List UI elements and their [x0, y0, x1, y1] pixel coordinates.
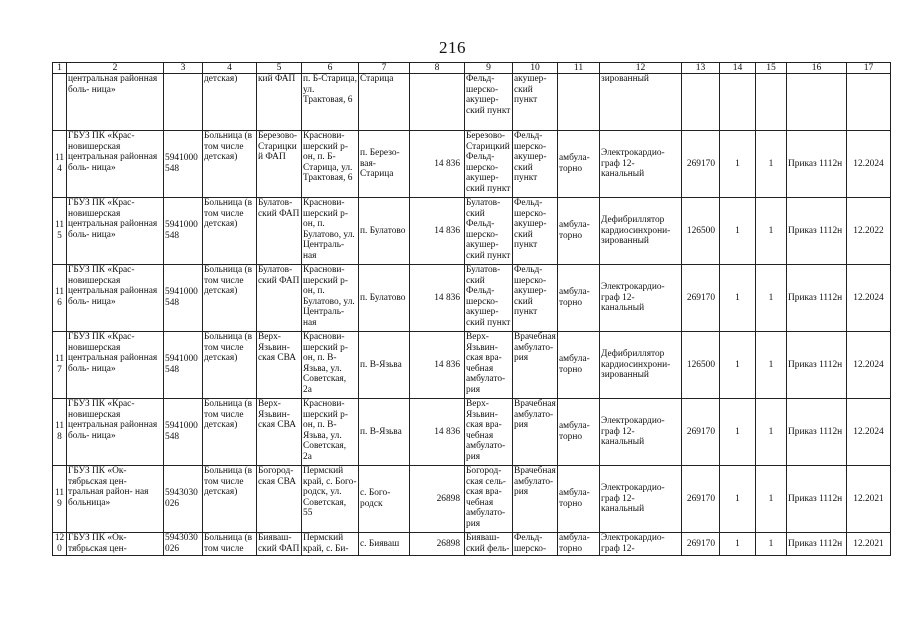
price-cell: 269170 — [682, 466, 720, 533]
header-cell: 17 — [847, 63, 891, 74]
inn-cell: 5943030 026 — [164, 533, 203, 556]
unit-kind-cell: Фельд- шерско- — [513, 533, 558, 556]
header-cell: 5 — [257, 63, 302, 74]
row-number-cell: 115 — [53, 198, 67, 265]
settlement-cell: с. Бияваш — [359, 533, 410, 556]
equipment-cell: Электрокардио- граф 12- канальный — [600, 399, 682, 466]
address-cell: Краснови- шерский р-он, п. Булатово, ул. Централь- ная — [302, 265, 359, 332]
institution-type-cell: Больница (в том числе детская) — [203, 466, 257, 533]
organization-cell: ГБУЗ ПК «Крас- новишерская центральная районная боль- ница» — [67, 399, 164, 466]
header-cell: 3 — [164, 63, 203, 74]
unit-full-name-cell: Богород- ская сель- ская вра- чебная амбулато- рия — [465, 466, 513, 533]
care-mode-cell: амбула- торно — [558, 332, 600, 399]
table-row — [53, 466, 891, 533]
row-number-cell: 118 — [53, 399, 67, 466]
quantity-cell — [720, 74, 756, 131]
settlement-cell: п. Булатово — [359, 265, 410, 332]
equipment-cell: зированный — [600, 74, 682, 131]
table-row — [53, 332, 891, 399]
institution-type-cell: Больница (в том числе детская) — [203, 399, 257, 466]
inn-cell — [164, 74, 203, 131]
header-cell: 7 — [359, 63, 410, 74]
quantity-needed-cell: 1 — [756, 533, 787, 556]
organization-cell: ГБУЗ ПК «Крас- новишерская центральная районная боль- ница» — [67, 332, 164, 399]
deadline-cell — [847, 74, 891, 131]
unit-kind-cell: Врачебная амбулато- рия — [513, 332, 558, 399]
price-cell: 126500 — [682, 198, 720, 265]
population-cell: 14 836 — [410, 265, 465, 332]
organization-cell: ГБУЗ ПК «Крас- новишерская центральная районная боль- ница» — [67, 198, 164, 265]
quantity-cell: 1 — [720, 332, 756, 399]
care-mode-cell — [558, 74, 600, 131]
quantity-needed-cell: 1 — [756, 466, 787, 533]
unit-full-name-cell: Бияваш- ский фель- — [465, 533, 513, 556]
unit-full-name-cell: Березово- Старицкий Фельд- шерско- акушер- ский пункт — [465, 131, 513, 198]
organization-cell: ГБУЗ ПК «Крас- новишерская центральная районная боль- ница» — [67, 265, 164, 332]
institution-type-cell: Больница (в том числе детская) — [203, 131, 257, 198]
population-cell: 14 836 — [410, 332, 465, 399]
quantity-cell: 1 — [720, 399, 756, 466]
institution-type-cell: Больница (в том числе детская) — [203, 198, 257, 265]
price-cell — [682, 74, 720, 131]
order-cell: Приказ 1112н — [787, 399, 847, 466]
unit-full-name-cell: Верх- Язьвин- ская вра- чебная амбулато- рия — [465, 399, 513, 466]
institution-type-cell: детская) — [203, 74, 257, 131]
row-number-cell: 116 — [53, 265, 67, 332]
deadline-cell: 12.2024 — [847, 265, 891, 332]
care-mode-cell: амбула- торно — [558, 533, 600, 556]
deadline-cell: 12.2021 — [847, 533, 891, 556]
row-number-cell: 119 — [53, 466, 67, 533]
organization-cell: центральная районная боль- ница» — [67, 74, 164, 131]
header-cell: 12 — [600, 63, 682, 74]
inn-cell: 5943030 026 — [164, 466, 203, 533]
price-cell: 269170 — [682, 131, 720, 198]
care-mode-cell: амбула- торно — [558, 198, 600, 265]
organization-cell: ГБУЗ ПК «Ок- тябрьская цен- тральная район- ная больница» — [67, 466, 164, 533]
header-cell: 14 — [720, 63, 756, 74]
equipment-cell: Электрокардио- граф 12- канальный — [600, 466, 682, 533]
order-cell: Приказ 1112н — [787, 466, 847, 533]
row-number-cell: 117 — [53, 332, 67, 399]
header-cell: 13 — [682, 63, 720, 74]
deadline-cell: 12.2024 — [847, 131, 891, 198]
table-body — [53, 63, 891, 556]
equipment-cell: Электрокардио- граф 12- — [600, 533, 682, 556]
price-cell: 126500 — [682, 332, 720, 399]
table-row — [53, 198, 891, 265]
page-number: 216 — [439, 38, 466, 57]
address-cell: Краснови- шерский р-он, п. Булатово, ул. Централь- ная — [302, 198, 359, 265]
header-cell: 8 — [410, 63, 465, 74]
address-cell: Краснови- шерский р-он, п. Б-Старица, ул. Трактовая, 6 — [302, 131, 359, 198]
institution-type-cell: Больница (в том числе — [203, 533, 257, 556]
inn-cell: 5941000 548 — [164, 131, 203, 198]
row-number-cell — [53, 74, 67, 131]
inn-cell: 5941000 548 — [164, 332, 203, 399]
settlement-cell: с. Бого- родск — [359, 466, 410, 533]
quantity-cell: 1 — [720, 533, 756, 556]
order-cell: Приказ 1112н — [787, 265, 847, 332]
quantity-needed-cell: 1 — [756, 131, 787, 198]
order-cell: Приказ 1112н — [787, 533, 847, 556]
organization-cell: ГБУЗ ПК «Ок- тябрьская цен- — [67, 533, 164, 556]
care-mode-cell: амбула- торно — [558, 466, 600, 533]
deadline-cell: 12.2021 — [847, 466, 891, 533]
order-cell — [787, 74, 847, 131]
price-cell: 269170 — [682, 265, 720, 332]
table-row — [53, 265, 891, 332]
quantity-cell: 1 — [720, 466, 756, 533]
header-cell: 10 — [513, 63, 558, 74]
row-number-cell: 120 — [53, 533, 67, 556]
quantity-cell: 1 — [720, 131, 756, 198]
quantity-needed-cell: 1 — [756, 332, 787, 399]
row-number-cell: 114 — [53, 131, 67, 198]
deadline-cell: 12.2022 — [847, 198, 891, 265]
unit-full-name-cell: Верх- Язьвин- ская вра- чебная амбулато- рия — [465, 332, 513, 399]
address-cell: Пермский край, с. Бого- родск, ул. Советская, 55 — [302, 466, 359, 533]
header-cell: 16 — [787, 63, 847, 74]
settlement-cell: Старица — [359, 74, 410, 131]
settlement-cell: п. Березо- вая- Старица — [359, 131, 410, 198]
address-cell: п. Б-Старица, ул. Трактовая, 6 — [302, 74, 359, 131]
unit-full-name-cell: Булатов- ский Фельд- шерско- акушер- ский пункт — [465, 198, 513, 265]
equipment-cell: Дефибриллятор кардиосинхрони- зированный — [600, 198, 682, 265]
population-cell: 26898 — [410, 466, 465, 533]
order-cell: Приказ 1112н — [787, 198, 847, 265]
unit-kind-cell: акушер- ский пункт — [513, 74, 558, 131]
population-cell: 14 836 — [410, 198, 465, 265]
unit-full-name-cell: Фельд- шерско- акушер- ский пункт — [465, 74, 513, 131]
organization-cell: ГБУЗ ПК «Крас- новишерская центральная районная боль- ница» — [67, 131, 164, 198]
header-cell: 15 — [756, 63, 787, 74]
care-mode-cell: амбула- торно — [558, 265, 600, 332]
price-cell: 269170 — [682, 399, 720, 466]
unit-name-cell: Верх- Язьвин- ская СВА — [257, 399, 302, 466]
order-cell: Приказ 1112н — [787, 131, 847, 198]
unit-kind-cell: Фельд- шерско- акушер- ский пункт — [513, 131, 558, 198]
equipment-cell: Электрокардио- граф 12- канальный — [600, 131, 682, 198]
care-mode-cell: амбула- торно — [558, 399, 600, 466]
settlement-cell: п. Булатово — [359, 198, 410, 265]
header-cell: 1 — [53, 63, 67, 74]
unit-name-cell: Березово- Старицкий ФАП — [257, 131, 302, 198]
settlement-cell: п. В-Язьва — [359, 399, 410, 466]
unit-name-cell: Богород- ская СВА — [257, 466, 302, 533]
equipment-cell: Дефибриллятор кардиосинхрони- зированный — [600, 332, 682, 399]
population-cell: 26898 — [410, 533, 465, 556]
quantity-needed-cell: 1 — [756, 265, 787, 332]
price-cell: 269170 — [682, 533, 720, 556]
quantity-needed-cell: 1 — [756, 399, 787, 466]
header-cell: 4 — [203, 63, 257, 74]
unit-name-cell: Булатов- ский ФАП — [257, 198, 302, 265]
unit-kind-cell: Врачебная амбулато- рия — [513, 399, 558, 466]
quantity-cell: 1 — [720, 265, 756, 332]
unit-kind-cell: Фельд- шерско- акушер- ский пункт — [513, 265, 558, 332]
header-cell: 11 — [558, 63, 600, 74]
unit-kind-cell: Фельд- шерско- акушер- ский пункт — [513, 198, 558, 265]
deadline-cell: 12.2024 — [847, 399, 891, 466]
population-cell: 14 836 — [410, 131, 465, 198]
inn-cell: 5941000 548 — [164, 198, 203, 265]
address-cell: Краснови- шерский р-он, п. В-Язьва, ул. Советская, 2а — [302, 332, 359, 399]
address-cell: Краснови- шерский р-он, п. В-Язьва, ул. Советская, 2а — [302, 399, 359, 466]
population-cell — [410, 74, 465, 131]
unit-name-cell: Верх- Язьвин- ская СВА — [257, 332, 302, 399]
table-header-row — [53, 63, 891, 74]
header-cell: 6 — [302, 63, 359, 74]
order-cell: Приказ 1112н — [787, 332, 847, 399]
unit-name-cell: кий ФАП — [257, 74, 302, 131]
institution-type-cell: Больница (в том числе детская) — [203, 332, 257, 399]
quantity-needed-cell: 1 — [756, 198, 787, 265]
institution-type-cell: Больница (в том числе детская) — [203, 265, 257, 332]
deadline-cell: 12.2024 — [847, 332, 891, 399]
table-row — [53, 399, 891, 466]
inn-cell: 5941000 548 — [164, 265, 203, 332]
inn-cell: 5941000 548 — [164, 399, 203, 466]
header-cell: 2 — [67, 63, 164, 74]
equipment-cell: Электрокардио- граф 12- канальный — [600, 265, 682, 332]
table-row — [53, 74, 891, 131]
unit-name-cell: Бияваш- ский ФАП — [257, 533, 302, 556]
unit-full-name-cell: Булатов- ский Фельд- шерско- акушер- ский пункт — [465, 265, 513, 332]
care-mode-cell: амбула- торно — [558, 131, 600, 198]
population-cell: 14 836 — [410, 399, 465, 466]
address-cell: Пермский край, с. Би- — [302, 533, 359, 556]
table-row — [53, 131, 891, 198]
table-row — [53, 533, 891, 556]
quantity-needed-cell — [756, 74, 787, 131]
settlement-cell: п. В-Язьва — [359, 332, 410, 399]
header-cell: 9 — [465, 63, 513, 74]
unit-kind-cell: Врачебная амбулато- рия — [513, 466, 558, 533]
equipment-table — [52, 62, 891, 556]
quantity-cell: 1 — [720, 198, 756, 265]
unit-name-cell: Булатов- ский ФАП — [257, 265, 302, 332]
